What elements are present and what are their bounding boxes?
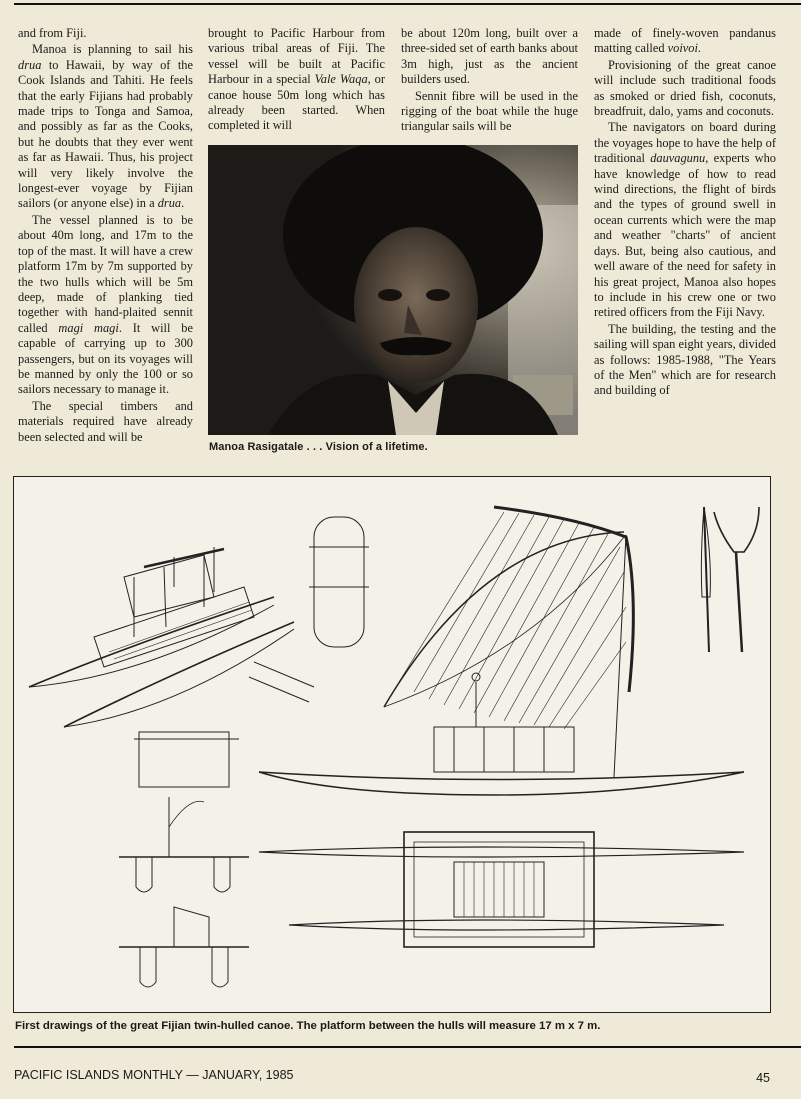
canoe-drawings <box>14 477 770 1012</box>
article-column-3 <box>401 26 578 135</box>
steering-oar-drawings <box>701 507 759 652</box>
plan-view-drawing <box>259 832 744 947</box>
article-column-1 <box>18 26 193 445</box>
paragraph: The building, the testing and the sailing will span eight years, divided as follows: 1985-1988, "The Years of the Men" which are for research and building of <box>594 321 776 398</box>
paragraph: and from Fiji. <box>18 26 87 40</box>
page-number: 45 <box>756 1071 770 1085</box>
article-column-2 <box>208 26 385 134</box>
bottom-rule <box>14 1046 801 1048</box>
paragraph: Sennit fibre will be used in the rigging of the boat while the huge triangular sails will be <box>401 88 578 134</box>
canoe-drawings-figure <box>13 476 771 1013</box>
paragraph: be about 120m long, built over a three-sided set of earth banks about 3m high, just as the ancient builders used. <box>401 26 578 87</box>
publication-footer: PACIFIC ISLANDS MONTHLY — JANUARY, 1985 <box>14 1068 294 1082</box>
portrait-illustration <box>208 145 578 435</box>
paragraph: The vessel planned is to be about 40m long, and 17m to the top of the mast. It will have a crew platform 17m by 7m supported by the two hulls which will be 5m deep, made of planking tied together with hand-plaited sennit called magi magi. It will be capable of carrying up to 300 passengers, but on its voyages will be manned by only the 100 or so sailors necessary to manage it. <box>18 212 193 397</box>
portrait-photo <box>208 145 578 435</box>
perspective-canoe-drawing <box>29 547 294 727</box>
photo-caption: Manoa Rasigatale . . . Vision of a lifetime. <box>209 441 428 453</box>
sail-plan-drawing <box>259 507 744 795</box>
paragraph: brought to Pacific Harbour from various tribal areas of Fiji. The vessel will be built at Pacific Harbour in a special Vale Waqa, or canoe house 50m long which has already been started. When completed it will <box>208 26 385 133</box>
paragraph: Manoa is planning to sail his drua to Hawaii, by way of the Cook Islands and Tahiti. He feels that the early Fijians had probably made trips to Tonga and Samoa, and possibly as far as the Cooks, but he doubts that they ever went as far as Hawaii. Thus, his project will very likely involve the longest-ever voyage by Fijian sailors (or anyone else) in a drua. <box>18 42 193 211</box>
paragraph: made of finely-woven pandanus matting called voivoi. <box>594 26 776 56</box>
figure-caption: First drawings of the great Fijian twin-hulled canoe. The platform between the hulls will measure 17 m x 7 m. <box>15 1020 601 1032</box>
paragraph: Provisioning of the great canoe will include such traditional foods as smoked or dried fish, coconuts, breadfruit, dalo, yams and coconuts. <box>594 57 776 119</box>
paragraph: The navigators on board during the voyages hope to have the help of traditional dauvagunu, experts who have knowledge of how to read wind directions, the flight of birds and the types of ground swell in ocean currents which were the map and weather "charts" of ancient days. But, being also cautious, and well aware of the need for safety in his great project, Manoa also hopes to include in his crew one or two retired officers from the Fiji Navy. <box>594 120 776 320</box>
top-rule <box>14 3 801 5</box>
paragraph: The special timbers and materials required have already been selected and will be <box>18 398 193 444</box>
article-column-4 <box>594 26 776 399</box>
